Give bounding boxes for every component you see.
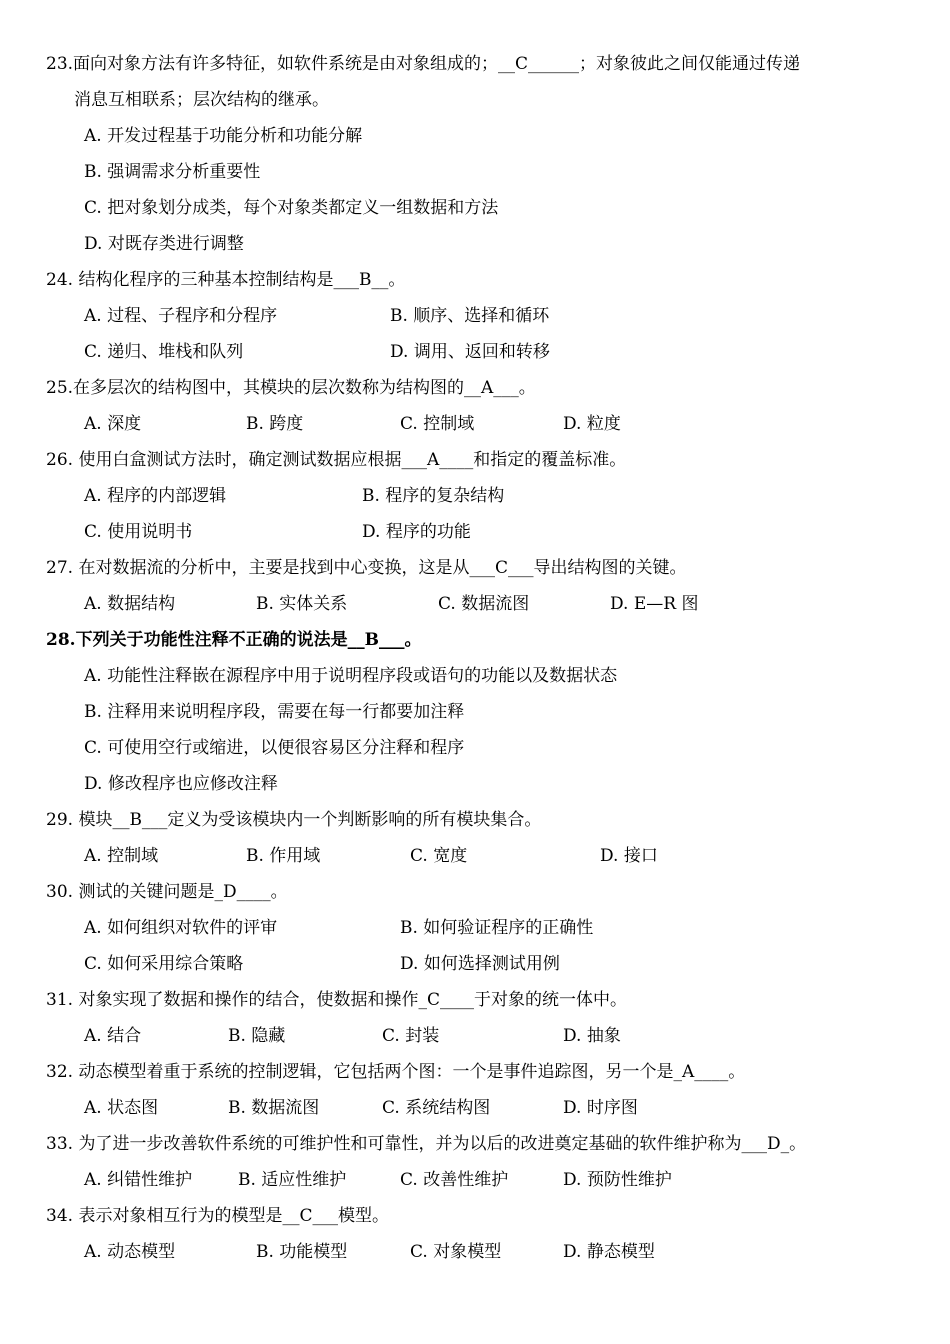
question-25-option-c: C. 控制域 xyxy=(400,414,475,434)
question-31-option-d: D. 抽象 xyxy=(563,1026,621,1046)
question-29-option-c: C. 宽度 xyxy=(410,846,468,866)
question-31-option-c: C. 封装 xyxy=(382,1026,440,1046)
question-24-option-d: D. 调用、返回和转移 xyxy=(390,342,550,362)
question-34-option-b: B. 功能模型 xyxy=(256,1242,348,1262)
question-24-text: 24. 结构化程序的三种基本控制结构是___B__。 xyxy=(46,270,406,290)
question-25-option-d: D. 粒度 xyxy=(563,414,621,434)
question-23-option-a: A. 开发过程基于功能分析和功能分解 xyxy=(84,126,363,146)
question-27-option-a: A. 数据结构 xyxy=(84,594,176,614)
question-26-text: 26. 使用白盒测试方法时，确定测试数据应根据___A____和指定的覆盖标准。 xyxy=(46,450,627,470)
question-28-option-a: A. 功能性注释嵌在源程序中用于说明程序段或语句的功能以及数据状态 xyxy=(84,666,618,686)
question-27-option-b: B. 实体关系 xyxy=(256,594,348,614)
question-33-option-a: A. 纠错性维护 xyxy=(84,1170,193,1190)
question-25-option-a: A. 深度 xyxy=(84,414,142,434)
question-28-option-c: C. 可使用空行或缩进，以便很容易区分注释和程序 xyxy=(84,738,465,758)
question-26-option-c: C. 使用说明书 xyxy=(84,522,193,542)
question-30-text: 30. 测试的关键问题是_D____。 xyxy=(46,882,288,902)
question-27-option-d: D. E—R 图 xyxy=(610,594,699,614)
question-23-text-line-1: 23.面向对象方法有许多特征，如软件系统是由对象组成的；__C______；对象彼此之间仅能通过传递 xyxy=(46,54,801,74)
question-27-text: 27. 在对数据流的分析中，主要是找到中心变换，这是从___C___导出结构图的关键。 xyxy=(46,558,687,578)
question-31-option-a: A. 结合 xyxy=(84,1026,142,1046)
question-23-text-line-2: 消息互相联系；层次结构的继承。 xyxy=(74,90,329,110)
question-29-option-d: D. 接口 xyxy=(600,846,658,866)
question-24-option-a: A. 过程、子程序和分程序 xyxy=(84,306,278,326)
question-23-option-c: C. 把对象划分成类，每个对象类都定义一组数据和方法 xyxy=(84,198,499,218)
question-28-option-b: B. 注释用来说明程序段，需要在每一行都要加注释 xyxy=(84,702,465,722)
question-26-option-a: A. 程序的内部逻辑 xyxy=(84,486,227,506)
question-28-option-d: D. 修改程序也应修改注释 xyxy=(84,774,278,794)
question-29-option-b: B. 作用域 xyxy=(246,846,321,866)
question-34-option-a: A. 动态模型 xyxy=(84,1242,176,1262)
question-25-option-b: B. 跨度 xyxy=(246,414,304,434)
question-32-option-d: D. 时序图 xyxy=(563,1098,638,1118)
question-24-option-b: B. 顺序、选择和循环 xyxy=(390,306,550,326)
question-32-option-c: C. 系统结构图 xyxy=(382,1098,491,1118)
question-32-option-a: A. 状态图 xyxy=(84,1098,159,1118)
question-29-option-a: A. 控制域 xyxy=(84,846,159,866)
question-34-option-d: D. 静态模型 xyxy=(563,1242,655,1262)
question-33-option-b: B. 适应性维护 xyxy=(238,1170,347,1190)
question-26-option-d: D. 程序的功能 xyxy=(362,522,471,542)
question-30-option-b: B. 如何验证程序的正确性 xyxy=(400,918,594,938)
question-31-text: 31. 对象实现了数据和操作的结合，使数据和操作_C____于对象的统一体中。 xyxy=(46,990,627,1010)
question-34-option-c: C. 对象模型 xyxy=(410,1242,502,1262)
question-24-option-c: C. 递归、堆栈和队列 xyxy=(84,342,244,362)
question-33-option-c: C. 改善性维护 xyxy=(400,1170,509,1190)
question-33-option-d: D. 预防性维护 xyxy=(563,1170,672,1190)
question-30-option-c: C. 如何采用综合策略 xyxy=(84,954,244,974)
question-32-option-b: B. 数据流图 xyxy=(228,1098,320,1118)
question-34-text: 34. 表示对象相互行为的模型是__C___模型。 xyxy=(46,1206,389,1226)
question-31-option-b: B. 隐藏 xyxy=(228,1026,286,1046)
question-33-text: 33. 为了进一步改善软件系统的可维护性和可靠性，并为以后的改进奠定基础的软件维护称为___D_。 xyxy=(46,1134,807,1154)
question-23-option-d: D. 对既存类进行调整 xyxy=(84,234,244,254)
question-29-text: 29. 模块__B___定义为受该模块内一个判断影响的所有模块集合。 xyxy=(46,810,542,830)
question-25-text: 25.在多层次的结构图中，其模块的层次数称为结构图的__A___。 xyxy=(46,378,536,398)
question-30-option-a: A. 如何组织对软件的评审 xyxy=(84,918,278,938)
question-30-option-d: D. 如何选择测试用例 xyxy=(400,954,560,974)
question-23-option-b: B. 强调需求分析重要性 xyxy=(84,162,261,182)
question-28-text: 28.下列关于功能性注释不正确的说法是__B___。 xyxy=(46,630,422,650)
question-27-option-c: C. 数据流图 xyxy=(438,594,530,614)
question-32-text: 32. 动态模型着重于系统的控制逻辑，它包括两个图：一个是事件追踪图，另一个是_A____。 xyxy=(46,1062,746,1082)
question-26-option-b: B. 程序的复杂结构 xyxy=(362,486,505,506)
